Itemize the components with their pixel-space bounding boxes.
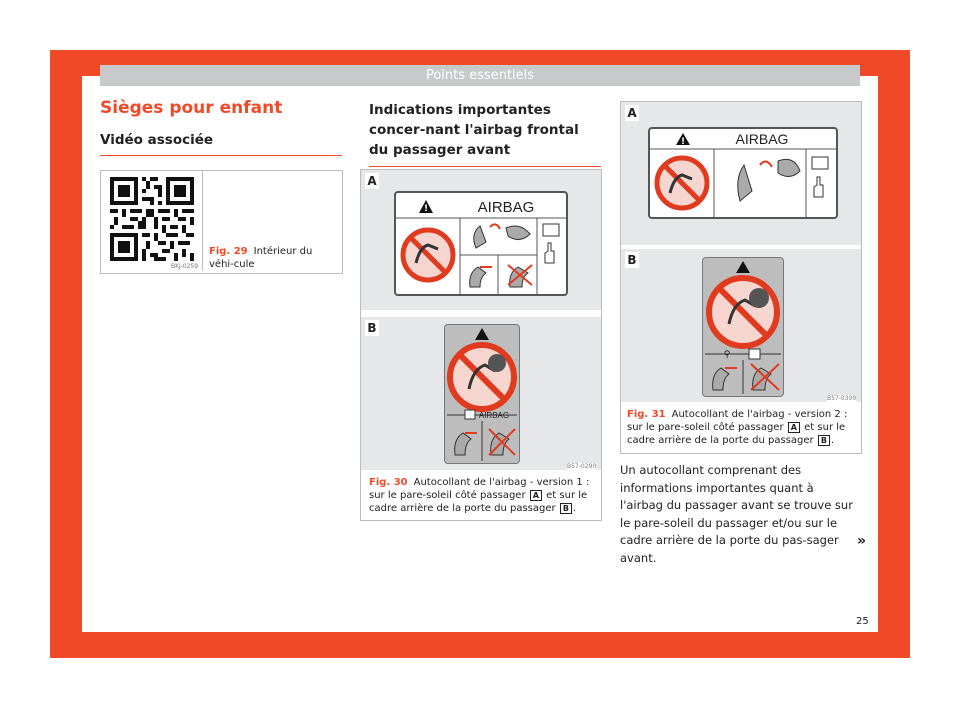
airbag-door-sticker-v1	[444, 324, 520, 464]
panel-b	[621, 249, 861, 402]
panel-a	[621, 102, 861, 245]
panel-b-label: B	[625, 252, 639, 268]
airbag-door-sticker-v2	[702, 257, 784, 397]
section-header: Points essentiels	[100, 65, 860, 86]
manual-icon	[812, 157, 828, 169]
seat-forward-icon	[455, 433, 471, 455]
svg-text:AIRBAG: AIRBAG	[478, 411, 510, 420]
figure-number: Fig. 30	[369, 477, 408, 488]
airbag-sticker-v2	[648, 127, 838, 219]
qr-code-icon[interactable]	[110, 177, 194, 261]
airbag-label: AIRBAG	[477, 199, 535, 216]
svg-text:⚲: ⚲	[723, 350, 731, 360]
key-a-badge: A	[788, 422, 800, 433]
airbag-deploy-icon	[506, 226, 530, 240]
warning-icon	[475, 328, 489, 340]
svg-text:!: !	[680, 137, 686, 147]
seat-forward-icon	[470, 267, 486, 287]
figure-30	[360, 169, 602, 521]
hand-icon	[814, 177, 823, 197]
panel-b-label: B	[365, 320, 379, 336]
qr-code-frame[interactable]	[101, 171, 203, 271]
key-a-badge: A	[530, 490, 542, 501]
figure-code: BKJ-0259	[171, 263, 199, 270]
figure-caption-text: Intérieur du véhi-cule	[209, 246, 313, 270]
panel-b	[361, 317, 601, 470]
manual-icon	[543, 224, 559, 236]
figure-number: Fig. 29	[209, 246, 248, 257]
warning-icon	[736, 261, 750, 273]
figure-number: Fig. 31	[627, 409, 666, 420]
svg-text:!: !	[423, 204, 429, 214]
continue-mark: »	[857, 533, 867, 549]
figure-caption: Fig. 30 Autocollant de l'airbag - version 1 : sur le pare-soleil côté passager A et sur le cadre arrière de la porte du passager B .	[369, 477, 590, 514]
figure-caption	[209, 245, 337, 271]
figure-caption: Fig. 31 Autocollant de l'airbag - version 2 : sur le pare-soleil côté passager A et sur le cadre arrière de la porte du passager B .	[627, 409, 848, 446]
panel-a	[361, 170, 601, 310]
section-heading: Indications importantes concer-nant l'airbag frontal du passager avant	[369, 100, 601, 167]
panel-a-label: A	[365, 173, 379, 189]
body-paragraph: Un autocollant comprenant des informations importantes quant à l'airbag du passager avant se trouve sur le pare-soleil du passager et/ou sur le cadre arrière de la porte du pas-sager avant.	[620, 463, 853, 565]
figure-29	[100, 170, 343, 274]
seat-forward-icon	[713, 368, 729, 390]
key-b-badge: B	[560, 503, 572, 514]
page-title: Sièges pour enfant	[100, 98, 283, 118]
hand-icon	[545, 243, 554, 263]
svg-text:AIRBAG: AIRBAG	[735, 131, 789, 147]
figure-code: B57-0290	[567, 463, 597, 470]
page-number: 25	[856, 616, 869, 627]
airbag-deploy-icon	[778, 159, 800, 176]
left-column	[100, 98, 342, 156]
key-b-badge: B	[818, 435, 830, 446]
figure-31	[620, 101, 862, 454]
panel-a-label: A	[625, 105, 639, 121]
airbag-sticker-v1	[394, 191, 568, 296]
manual-icon	[749, 349, 760, 359]
manual-icon	[465, 410, 475, 419]
subsection-title: Vidéo associée	[100, 132, 342, 156]
figure-code: B57-0300	[827, 395, 857, 402]
